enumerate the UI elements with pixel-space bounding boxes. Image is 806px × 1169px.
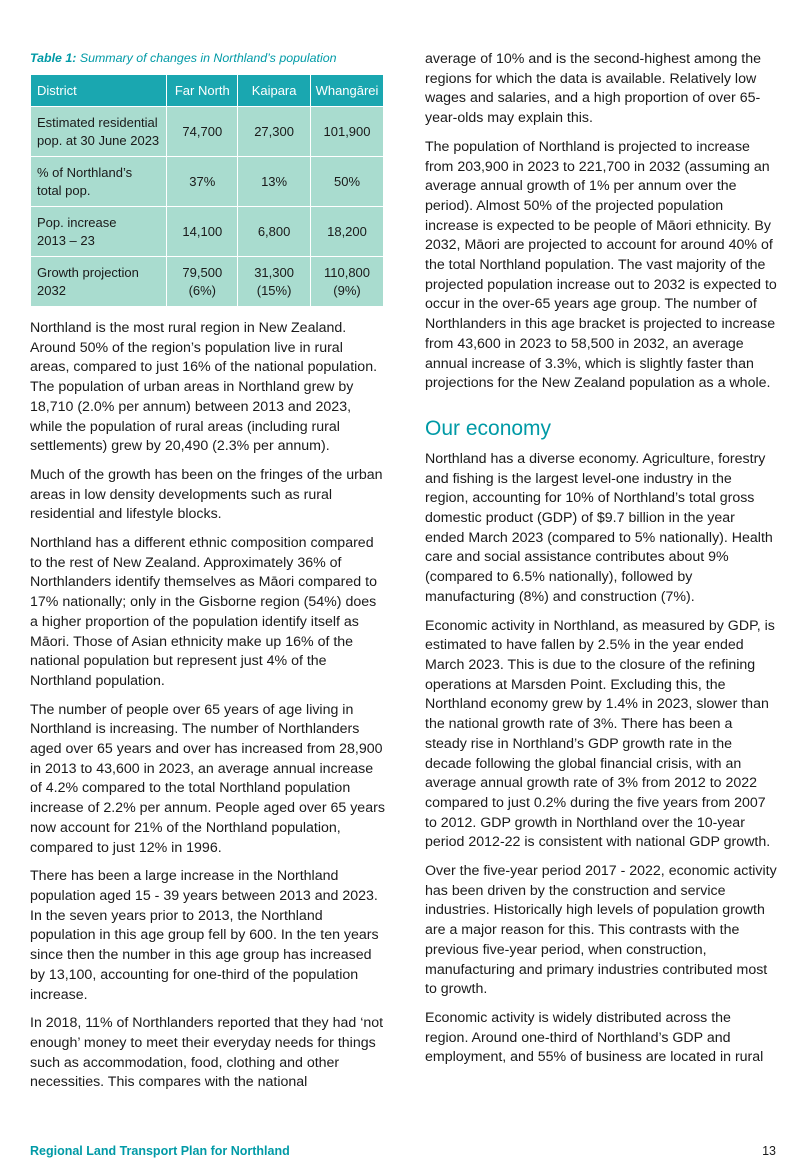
table-cell xyxy=(311,107,384,157)
table-row-label xyxy=(31,207,167,257)
table-cell-value: (9%) xyxy=(333,282,361,298)
body-paragraph: Economic activity in Northland, as measured by GDP, is estimated to have fallen by 2.5% in the year ended March 2023. This is due to the closure of the refining operations at Marsden Point. Excluding this, the Northland economy grew by 1.4% in 2023, slower than the national growth rate of 3%. There has been a steady rise in Northland’s GDP growth rate in the decade following the global financial crisis, with an average annual growth rate of 3% from 2012 to 2022 compared to just 0.2% during the five years from 2007 to 2012. GDP growth in Northland over the 10-year period 2012-22 is consistent with national GDP growth. xyxy=(425,617,775,851)
footer-page-number: 13 xyxy=(762,1144,776,1158)
body-paragraph: The population of Northland is projected to increase from 203,900 in 2023 to 221,700 in 2032 (assuming an average annual growth of 1% per annum over the period). Almost 50% of the projected population increase is expected to be people of Māori ethnicity. By 2032, Māori are projected to account for around 40% of the total Northland population. The vast majority of the projected population increase out to 2032 is expected to occur in the over-65 years age group. The number of Northlanders in this age bracket is projected to increase from 43,600 in 2023 to 58,500 in 2032, an average annual increase of 3.3%, which is slightly faster than projections for the New Zealand population as a whole. xyxy=(425,138,777,392)
table-cell xyxy=(311,257,384,307)
table-caption xyxy=(30,50,386,66)
table-cell-value: 37% xyxy=(189,173,216,189)
table-cell-value: 50% xyxy=(333,173,361,189)
table-cell-value: 6,800 xyxy=(257,223,291,239)
table-row xyxy=(31,207,384,257)
body-paragraph: Northland has a different ethnic composition compared to the rest of New Zealand. Approximately 36% of Northlanders identify themselves as Māori compared to 17% nationally; only in the Gisborne region (54%) does a higher proportion of the population identify itself as Māori. Those of Asian ethnicity make up 16% of the national population but represent just 4% of the Northland population. xyxy=(30,535,377,689)
table-cell xyxy=(238,207,311,257)
body-paragraph: Economic activity is widely distributed across the region. Around one-third of Northland’s GDP and employment, and 55% of business are located in rural xyxy=(425,1009,764,1066)
table-cell xyxy=(311,157,384,207)
table-cell xyxy=(167,207,238,257)
table-cell-value: 31,300 xyxy=(254,264,294,280)
table-cell-value: 14,100 xyxy=(182,223,223,239)
table-row-label-line: 2032 xyxy=(37,282,66,298)
table-row-label-line: Pop. increase xyxy=(37,214,117,230)
table-row-label-line: Estimated residential xyxy=(37,114,158,130)
table-row-label xyxy=(31,157,167,207)
table-cell xyxy=(238,157,311,207)
right-body-text xyxy=(425,50,777,394)
economy-body-text xyxy=(425,450,777,1068)
table-row xyxy=(31,257,384,307)
table-row-label-line: % of Northland’s xyxy=(37,164,133,180)
table-cell-value: (15%) xyxy=(256,282,292,298)
body-paragraph: In 2018, 11% of Northlanders reported that they had ‘not enough’ money to meet their everyday needs for things such as accommodation, food, clothing and other necessities. This compares with the national xyxy=(30,1015,384,1091)
body-paragraph: There has been a large increase in the Northland population aged 15 - 39 years between 2013 and 2023. In the seven years prior to 2013, the Northland population in this age group fell by 600. In the ten years since then the number in this age group has increased by 13,100, accounting for one-third of the population increase. xyxy=(30,868,379,1003)
economy-heading: Our economy xyxy=(425,416,552,440)
body-paragraph: Over the five-year period 2017 - 2022, economic activity has been driven by the construction and service industries. Historically high levels of population growth are a major reason for this. This contrasts with the previous five-year period, when construction, manufacturing and primary industries contributed most to growth. xyxy=(425,863,777,998)
table-cell xyxy=(238,257,311,307)
table-cell-value: 13% xyxy=(261,173,288,189)
right-column xyxy=(425,50,777,1077)
table-cell xyxy=(238,107,311,157)
left-column xyxy=(30,50,386,1102)
table-caption-text: Summary of changes in Northland’s population xyxy=(79,51,337,65)
table-cell-value: (6%) xyxy=(188,282,217,298)
body-paragraph: average of 10% and is the second-highest among the regions for which the data is available. Relatively low wages and salaries, and a high proportion of over 65-year-olds may explain this. xyxy=(425,51,761,127)
table-row xyxy=(31,107,384,157)
table-row-label-line: 2013 – 23 xyxy=(37,232,95,248)
table-row-label xyxy=(31,257,167,307)
table-cell-value: 74,700 xyxy=(182,123,223,139)
footer-document-title: Regional Land Transport Plan for Northland xyxy=(30,1144,290,1158)
table-row xyxy=(31,157,384,207)
table-header-cell: District xyxy=(31,75,167,107)
table-header-cell: Whangārei xyxy=(311,75,384,107)
table-row-label-line: pop. at 30 June 2023 xyxy=(37,132,160,148)
body-paragraph: Much of the growth has been on the fringes of the urban areas in low density developments such as rural residential and lifestyle blocks. xyxy=(30,466,383,523)
table-cell xyxy=(167,107,238,157)
table-header-cell: Kaipara xyxy=(238,75,311,107)
left-body-text xyxy=(30,319,386,1093)
table-cell xyxy=(311,207,384,257)
table-row-label-line: total pop. xyxy=(37,182,91,198)
table-cell xyxy=(167,157,238,207)
table-cell-value: 110,800 xyxy=(323,264,371,280)
table-row-label xyxy=(31,107,167,157)
table-row-label-line: Growth projection xyxy=(37,264,139,280)
table-cell-value: 18,200 xyxy=(327,223,367,239)
population-summary-table xyxy=(30,74,384,307)
table-cell-value: 101,900 xyxy=(323,123,371,139)
body-paragraph: Northland is the most rural region in New Zealand. Around 50% of the region’s population live in rural areas, compared to just 16% of the national population. The population of urban areas in Northland grew by 18,710 (2.0% per annum) between 2013 and 2023, while the population of rural areas (including rural settlements) grew by 20,490 (2.3% per annum). xyxy=(30,320,378,455)
body-paragraph: Northland has a diverse economy. Agriculture, forestry and fishing is the largest level-one industry in the region, accounting for 10% of Northland’s total gross domestic product (GDP) of $9.7 billion in the year ended March 2023 (compared to 5% nationally). Health care and social assistance contributes about 9% (compared to 6.5% nationally), followed by manufacturing (8%) and construction (7%). xyxy=(425,450,773,605)
table-header-cell: Far North xyxy=(167,75,238,107)
body-paragraph: The number of people over 65 years of age living in Northland is increasing. The number of Northlanders aged over 65 years and over has increased from 28,900 in 2013 to 43,600 in 2023, an average annual increase of 4.2% compared to the total Northland population increase of 2.2% per annum. People aged over 65 years now account for 21% of the Northland population, compared to just 12% in 1996. xyxy=(30,701,385,856)
table-cell xyxy=(167,257,238,307)
table-header-row xyxy=(31,75,384,107)
table-cell-value: 27,300 xyxy=(254,123,294,139)
table-cell-value: 79,500 xyxy=(182,264,223,280)
table-caption-label: Table 1: xyxy=(30,51,77,65)
